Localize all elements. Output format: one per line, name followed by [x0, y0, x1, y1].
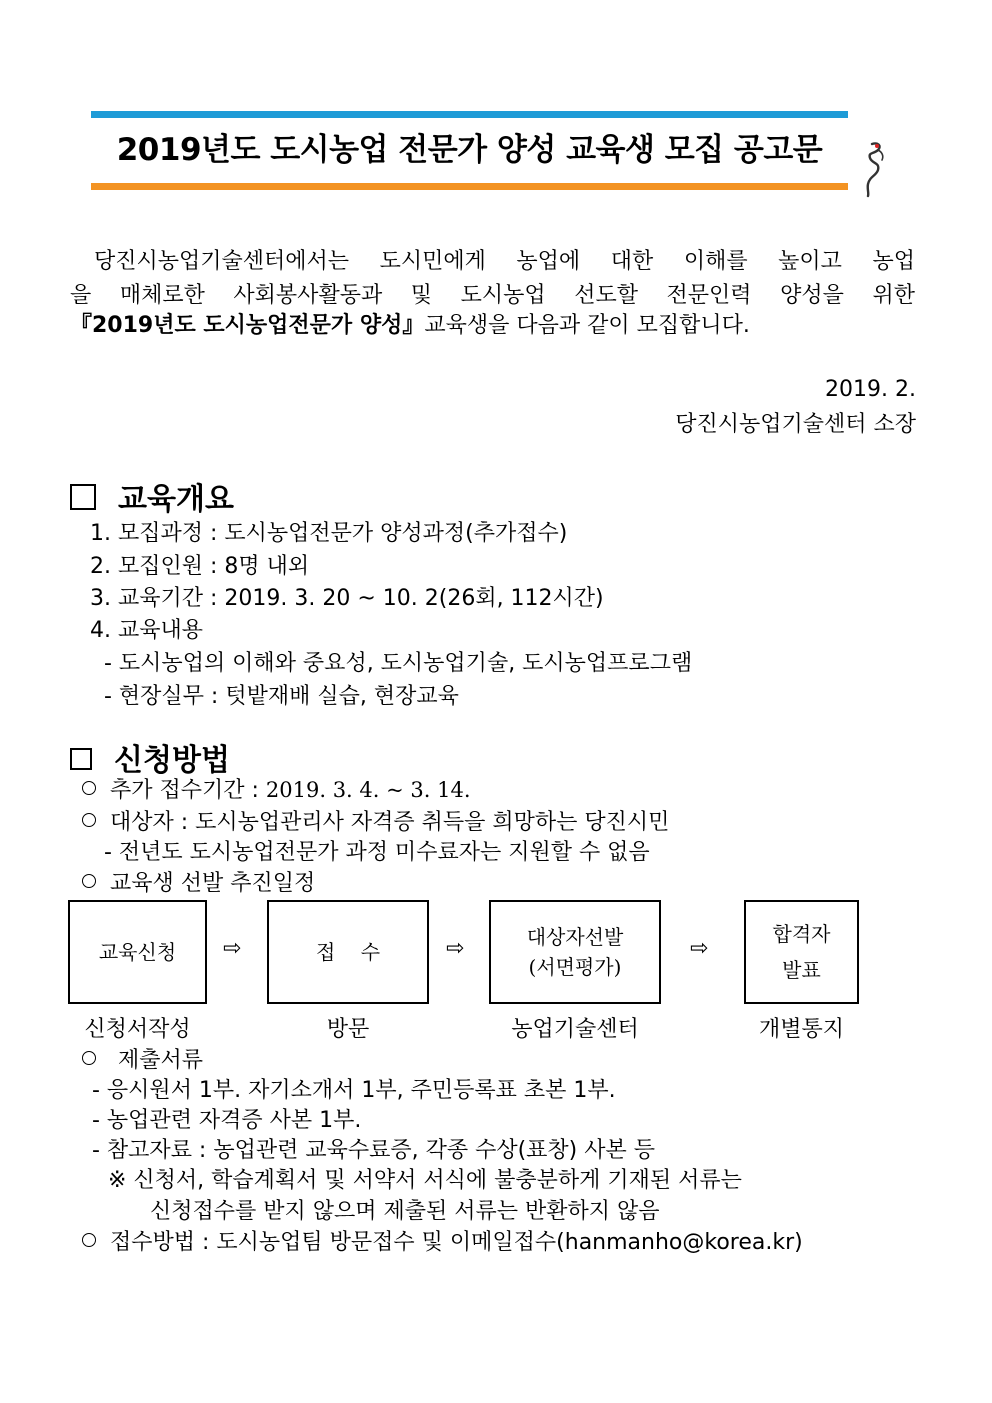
- flow-step-announce-label: 합격자: [772, 922, 831, 946]
- notice-date: 2019. 2.: [825, 377, 916, 402]
- intro-program-name: 『2019년도 도시농업전문가 양성』: [70, 313, 425, 338]
- section-overview-title: 교육개요: [118, 482, 234, 517]
- intro-line-1: 당진시농업기술센터에서는 도시민에게 농업에 대한 이해를 높이고 농업: [94, 249, 915, 274]
- circle-bullet-icon: [82, 1051, 96, 1065]
- flow-step-apply-label: 교육신청: [98, 940, 177, 964]
- circle-bullet-icon: [82, 781, 96, 795]
- docs-label-text: 제출서류: [118, 1048, 204, 1073]
- flow-arrow-icon: ⇨: [223, 936, 242, 961]
- flow-caption-2: 방문: [326, 1017, 370, 1042]
- checkbox-square-icon: [70, 484, 96, 510]
- apply-target-text: 대상자 : 도시농업관리사 자격증 취득을 희망하는 당진시민: [110, 810, 670, 835]
- flow-caption-1: 신청서작성: [84, 1017, 191, 1042]
- apply-period-value: 2019. 3. 4. ~ 3. 14.: [265, 778, 471, 802]
- apply-period-label: 추가 접수기간 :: [110, 778, 266, 803]
- flow-arrow-icon: ⇨: [690, 936, 709, 961]
- section-overview-heading: [70, 474, 234, 518]
- apply-method: [82, 1225, 803, 1256]
- docs-item-1: - 응시원서 1부. 자기소개서 1부, 주민등록표 초본 1부.: [92, 1078, 616, 1103]
- docs-note-1: ※ 신청서, 학습계획서 및 서약서 서식에 불충분하게 기재된 서류는: [108, 1168, 742, 1193]
- apply-method-text: 접수방법 : 도시농업팀 방문접수 및 이메일접수(hanmanho@korea.kr): [110, 1230, 803, 1255]
- overview-subitem-1: - 도시농업의 이해와 중요성, 도시농업기술, 도시농업프로그램: [104, 651, 693, 676]
- intro-line-2: 을 매체로한 사회봉사활동과 및 도시농업 선도할 전문인력 양성을 위한: [70, 283, 915, 308]
- flow-step-receipt: [267, 900, 429, 1004]
- apply-period: [82, 773, 471, 804]
- apply-schedule-text: 교육생 선발 추진일정: [110, 871, 316, 896]
- crane-logo-icon: [858, 140, 888, 198]
- overview-item-3: 3. 교육기간 : 2019. 3. 20 ~ 10. 2(26회, 112시간): [90, 586, 604, 611]
- flow-step-selection-label: 대상자선발: [526, 925, 624, 949]
- notice-issuer: 당진시농업기술센터 소장: [675, 412, 916, 437]
- circle-bullet-icon: [82, 874, 96, 888]
- apply-schedule-label: [82, 866, 315, 897]
- intro-line-3: [70, 308, 750, 344]
- flow-step-announce: [744, 900, 859, 1004]
- title-bottom-bar: [91, 183, 848, 190]
- docs-item-2: - 농업관련 자격증 사본 1부.: [92, 1108, 362, 1133]
- apply-target-note: - 전년도 도시농업전문가 과정 미수료자는 지원할 수 없음: [104, 840, 650, 865]
- flow-step-apply: [68, 900, 207, 1004]
- flow-step-selection-sub: (서면평가): [528, 955, 622, 979]
- flow-step-selection: [489, 900, 661, 1004]
- overview-item-1: 1. 모집과정 : 도시농업전문가 양성과정(추가접수): [90, 521, 568, 546]
- docs-label: [82, 1043, 203, 1074]
- docs-note-2: 신청접수를 받지 않으며 제출된 서류는 반환하지 않음: [150, 1199, 660, 1224]
- apply-target: [82, 805, 669, 836]
- checkbox-square-icon: [70, 748, 92, 770]
- flow-arrow-icon: ⇨: [446, 936, 465, 961]
- overview-item-2: 2. 모집인원 : 8명 내외: [90, 554, 310, 579]
- flow-caption-3: 농업기술센터: [511, 1017, 639, 1042]
- docs-item-3: - 참고자료 : 농업관련 교육수료증, 각종 수상(표창) 사본 등: [92, 1138, 656, 1163]
- circle-bullet-icon: [82, 1233, 96, 1247]
- section-apply-title: 신청방법: [114, 743, 230, 778]
- title-top-bar: [91, 111, 848, 118]
- page-title: 2019년도 도시농업 전문가 양성 교육생 모집 공고문: [116, 132, 823, 168]
- flow-step-receipt-label: 접 수: [315, 940, 381, 964]
- intro-line-3-rest: 교육생을 다음과 같이 모집합니다.: [424, 313, 750, 338]
- overview-subitem-2: - 현장실무 : 텃밭재배 실습, 현장교육: [104, 684, 459, 709]
- circle-bullet-icon: [82, 813, 96, 827]
- flow-step-announce-sub: 발표: [782, 958, 821, 982]
- overview-item-4: 4. 교육내용: [90, 618, 203, 643]
- flow-caption-4: 개별통지: [758, 1017, 844, 1042]
